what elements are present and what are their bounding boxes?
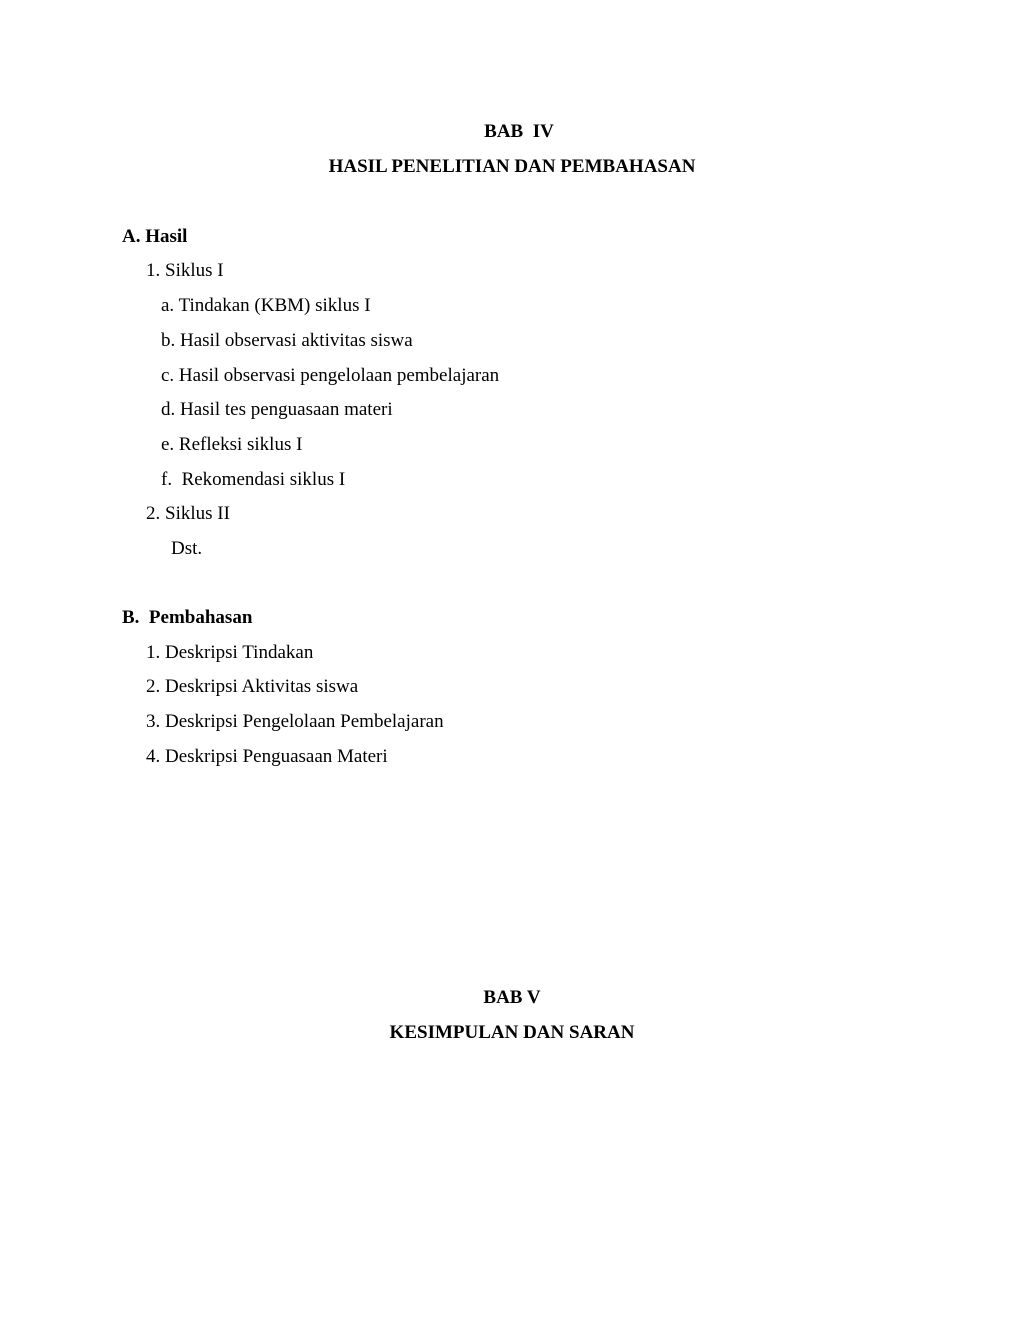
siklus-1-item-d: d. Hasil tes penguasaan materi bbox=[161, 399, 393, 420]
siklus-1-item-c: c. Hasil observasi pengelolaan pembelajaran bbox=[161, 365, 500, 386]
section-b-heading: B. Pembahasan bbox=[122, 607, 253, 628]
siklus-1-item-b: b. Hasil observasi aktivitas siswa bbox=[161, 330, 413, 351]
pembahasan-item-1: 1. Deskripsi Tindakan bbox=[146, 642, 314, 663]
pembahasan-item-3: 3. Deskripsi Pengelolaan Pembelajaran bbox=[146, 711, 444, 732]
section-a-heading: A. Hasil bbox=[122, 226, 188, 247]
siklus-1-item-f: f. Rekomendasi siklus I bbox=[161, 469, 346, 490]
chapter-5-title: KESIMPULAN DAN SARAN bbox=[389, 1022, 635, 1043]
siklus-1-item-e: e. Refleksi siklus I bbox=[161, 434, 303, 455]
chapter-4-title: HASIL PENELITIAN DAN PEMBAHASAN bbox=[328, 156, 696, 177]
siklus-1-label: 1. Siklus I bbox=[146, 260, 224, 281]
chapter-4-heading: BAB IV bbox=[484, 121, 554, 142]
chapter-5-heading: BAB V bbox=[483, 987, 541, 1008]
pembahasan-item-2: 2. Deskripsi Aktivitas siswa bbox=[146, 676, 359, 697]
siklus-2-note: Dst. bbox=[171, 538, 203, 559]
siklus-2-label: 2. Siklus II bbox=[146, 503, 230, 524]
siklus-1-item-a: a. Tindakan (KBM) siklus I bbox=[161, 295, 371, 316]
pembahasan-item-4: 4. Deskripsi Penguasaan Materi bbox=[146, 746, 388, 767]
